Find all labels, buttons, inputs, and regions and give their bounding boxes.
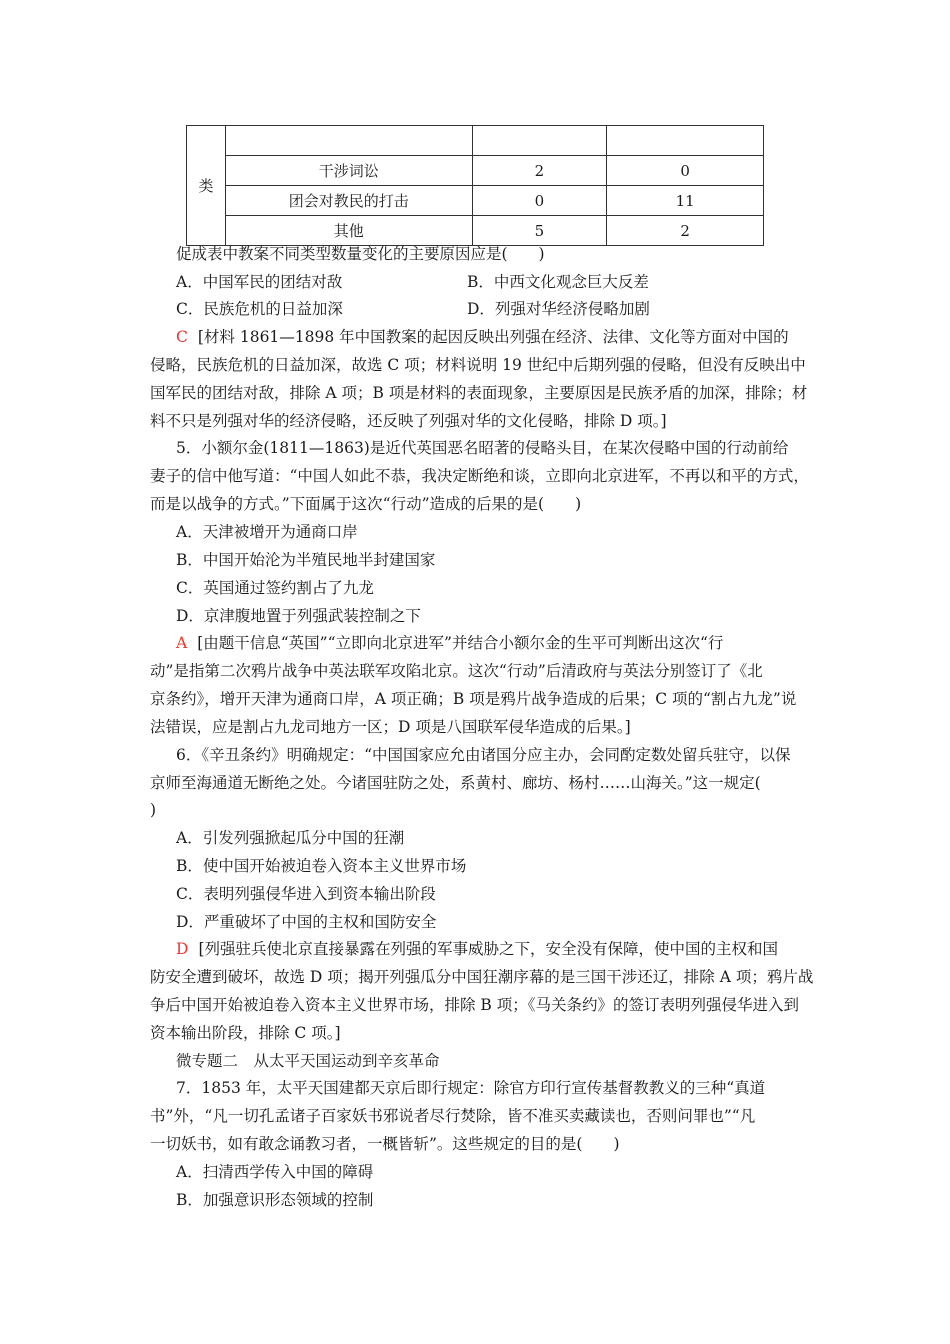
- q4-option-c: C．民族危机的日益加深: [176, 300, 343, 318]
- table-cell: 2: [607, 216, 764, 246]
- q4-stem: 促成表中教案不同类型数量变化的主要原因应是( ): [176, 245, 545, 263]
- q7-option-b: B．加强意识形态领域的控制: [176, 1191, 374, 1209]
- table-cell: [607, 126, 764, 156]
- q4-explanation-line: 侵略，民族危机的日益加深，故选 C 项；材料说明 19 世纪中后期列强的侵略，但没有反映出中: [150, 356, 806, 374]
- q7-stem-line: 一切妖书，如有敢念诵教习者，一概皆斩”。这些规定的目的是( ): [150, 1135, 620, 1153]
- q5-option-b: B．中国开始沦为半殖民地半封建国家: [176, 551, 436, 569]
- q6-option-c: C．表明列强侵华进入到资本输出阶段: [176, 885, 436, 903]
- section-heading: 微专题二 从太平天国运动到辛亥革命: [176, 1052, 440, 1070]
- table-row: [187, 186, 764, 216]
- q5-stem-line: 妻子的信中他写道：“中国人如此不恭，我决定断绝和谈，立即向北京进军，不再以和平的方式，: [150, 467, 809, 485]
- q6-explanation-line: 争后中国开始被迫卷入资本主义世界市场，排除 B 项；《马关条约》的签订表明列强侵华进入到: [150, 996, 799, 1014]
- q6-option-a: A．引发列强掀起瓜分中国的狂潮: [176, 829, 405, 847]
- table-cell: 团会对教民的打击: [225, 186, 472, 216]
- q4-option-a: A．中国军民的团结对敌: [176, 273, 343, 291]
- q5-stem-line: 而是以战争的方式。”下面属于这次“行动”造成的后果的是( ): [150, 495, 582, 513]
- table-cell: [472, 126, 607, 156]
- q5-option-c: C．英国通过签约割占了九龙: [176, 579, 374, 597]
- table-cell: [225, 126, 472, 156]
- q6-answer: D: [176, 940, 189, 958]
- q6-explanation-line: D [列强驻兵使北京直接暴露在列强的军事威胁之下，安全没有保障，使中国的主权和国: [176, 940, 778, 958]
- q5-explanation-line: A [由题干信息“英国”“立即向北京进军”并结合小额尔金的生平可判断出这次“行: [176, 634, 724, 652]
- table-cell: 其他: [225, 216, 472, 246]
- table-cell: 干涉词讼: [225, 156, 472, 186]
- q4-explanation-line: 料不只是列强对华的经济侵略，还反映了列强对华的文化侵略，排除 D 项。]: [150, 412, 667, 430]
- table-row: [187, 126, 764, 156]
- q6-explanation-line: 资本输出阶段，排除 C 项。]: [150, 1024, 341, 1042]
- q6-option-d: D．严重破坏了中国的主权和国防安全: [176, 913, 437, 931]
- q6-explanation-line: 防安全遭到破坏，故选 D 项；揭开列强瓜分中国狂潮序幕的是三国干涉还辽，排除 A 项；鸦片战: [150, 968, 814, 986]
- q5-option-d: D．京津腹地置于列强武装控制之下: [176, 607, 421, 625]
- q4-explanation-line: C [材料 1861—1898 年中国教案的起因反映出列强在经济、法律、文化等方面对中国的: [176, 328, 789, 346]
- q6-stem-line: 京师至海通道无断绝之处。今诸国驻防之处，系黄村、廊坊、杨村……山海关。”这一规定(: [150, 774, 761, 792]
- table-cell: 5: [472, 216, 607, 246]
- q6-stem-line: 6．《辛丑条约》明确规定：“中国国家应允由诸国分应主办，会同酌定数处留兵驻守，以保: [176, 746, 791, 764]
- q4-explanation-line: 国军民的团结对敌，排除 A 项；B 项是材料的表面现象，主要原因是民族矛盾的加深，排除；材: [150, 384, 808, 402]
- q5-option-a: A．天津被增开为通商口岸: [176, 523, 358, 541]
- table-side-label: 类: [187, 126, 226, 246]
- q5-answer: A: [176, 634, 188, 652]
- table-cell: 11: [607, 186, 764, 216]
- table-row: [187, 216, 764, 246]
- q5-stem-line: 5．小额尔金(1811—1863)是近代英国恶名昭著的侵略头目，在某次侵略中国的行动前给: [176, 439, 789, 457]
- table-row: [187, 156, 764, 186]
- table-cell: 0: [472, 186, 607, 216]
- q6-option-b: B．使中国开始被迫卷入资本主义世界市场: [176, 857, 467, 875]
- q7-stem-line: 书”外，“凡一切孔孟诸子百家妖书邪说者尽行焚除，皆不准买卖藏读也，否则问罪也”“凡: [150, 1107, 756, 1125]
- table-cell: 2: [472, 156, 607, 186]
- q4-answer: C: [176, 328, 188, 346]
- q7-stem-line: 7．1853 年，太平天国建都天京后即行规定：除官方印行宣传基督教教义的三种“真道: [176, 1079, 766, 1097]
- q4-option-b: B．中西文化观念巨大反差: [467, 273, 649, 291]
- table-cell: 0: [607, 156, 764, 186]
- q6-stem-line: ): [150, 801, 157, 819]
- q4-option-d: D．列强对华经济侵略加剧: [467, 300, 650, 318]
- q5-explanation-line: 京条约》，增开天津为通商口岸，A 项正确；B 项是鸦片战争造成的后果；C 项的“割占九龙”说: [150, 690, 797, 708]
- q7-option-a: A．扫清西学传入中国的障碍: [176, 1163, 374, 1181]
- q5-explanation-line: 动”是指第二次鸦片战争中英法联军攻陷北京。这次“行动”后清政府与英法分别签订了《北: [150, 662, 763, 680]
- case-type-table: [186, 125, 764, 246]
- q5-explanation-line: 法错误，应是割占九龙司地方一区；D 项是八国联军侵华造成的后果。]: [150, 718, 631, 736]
